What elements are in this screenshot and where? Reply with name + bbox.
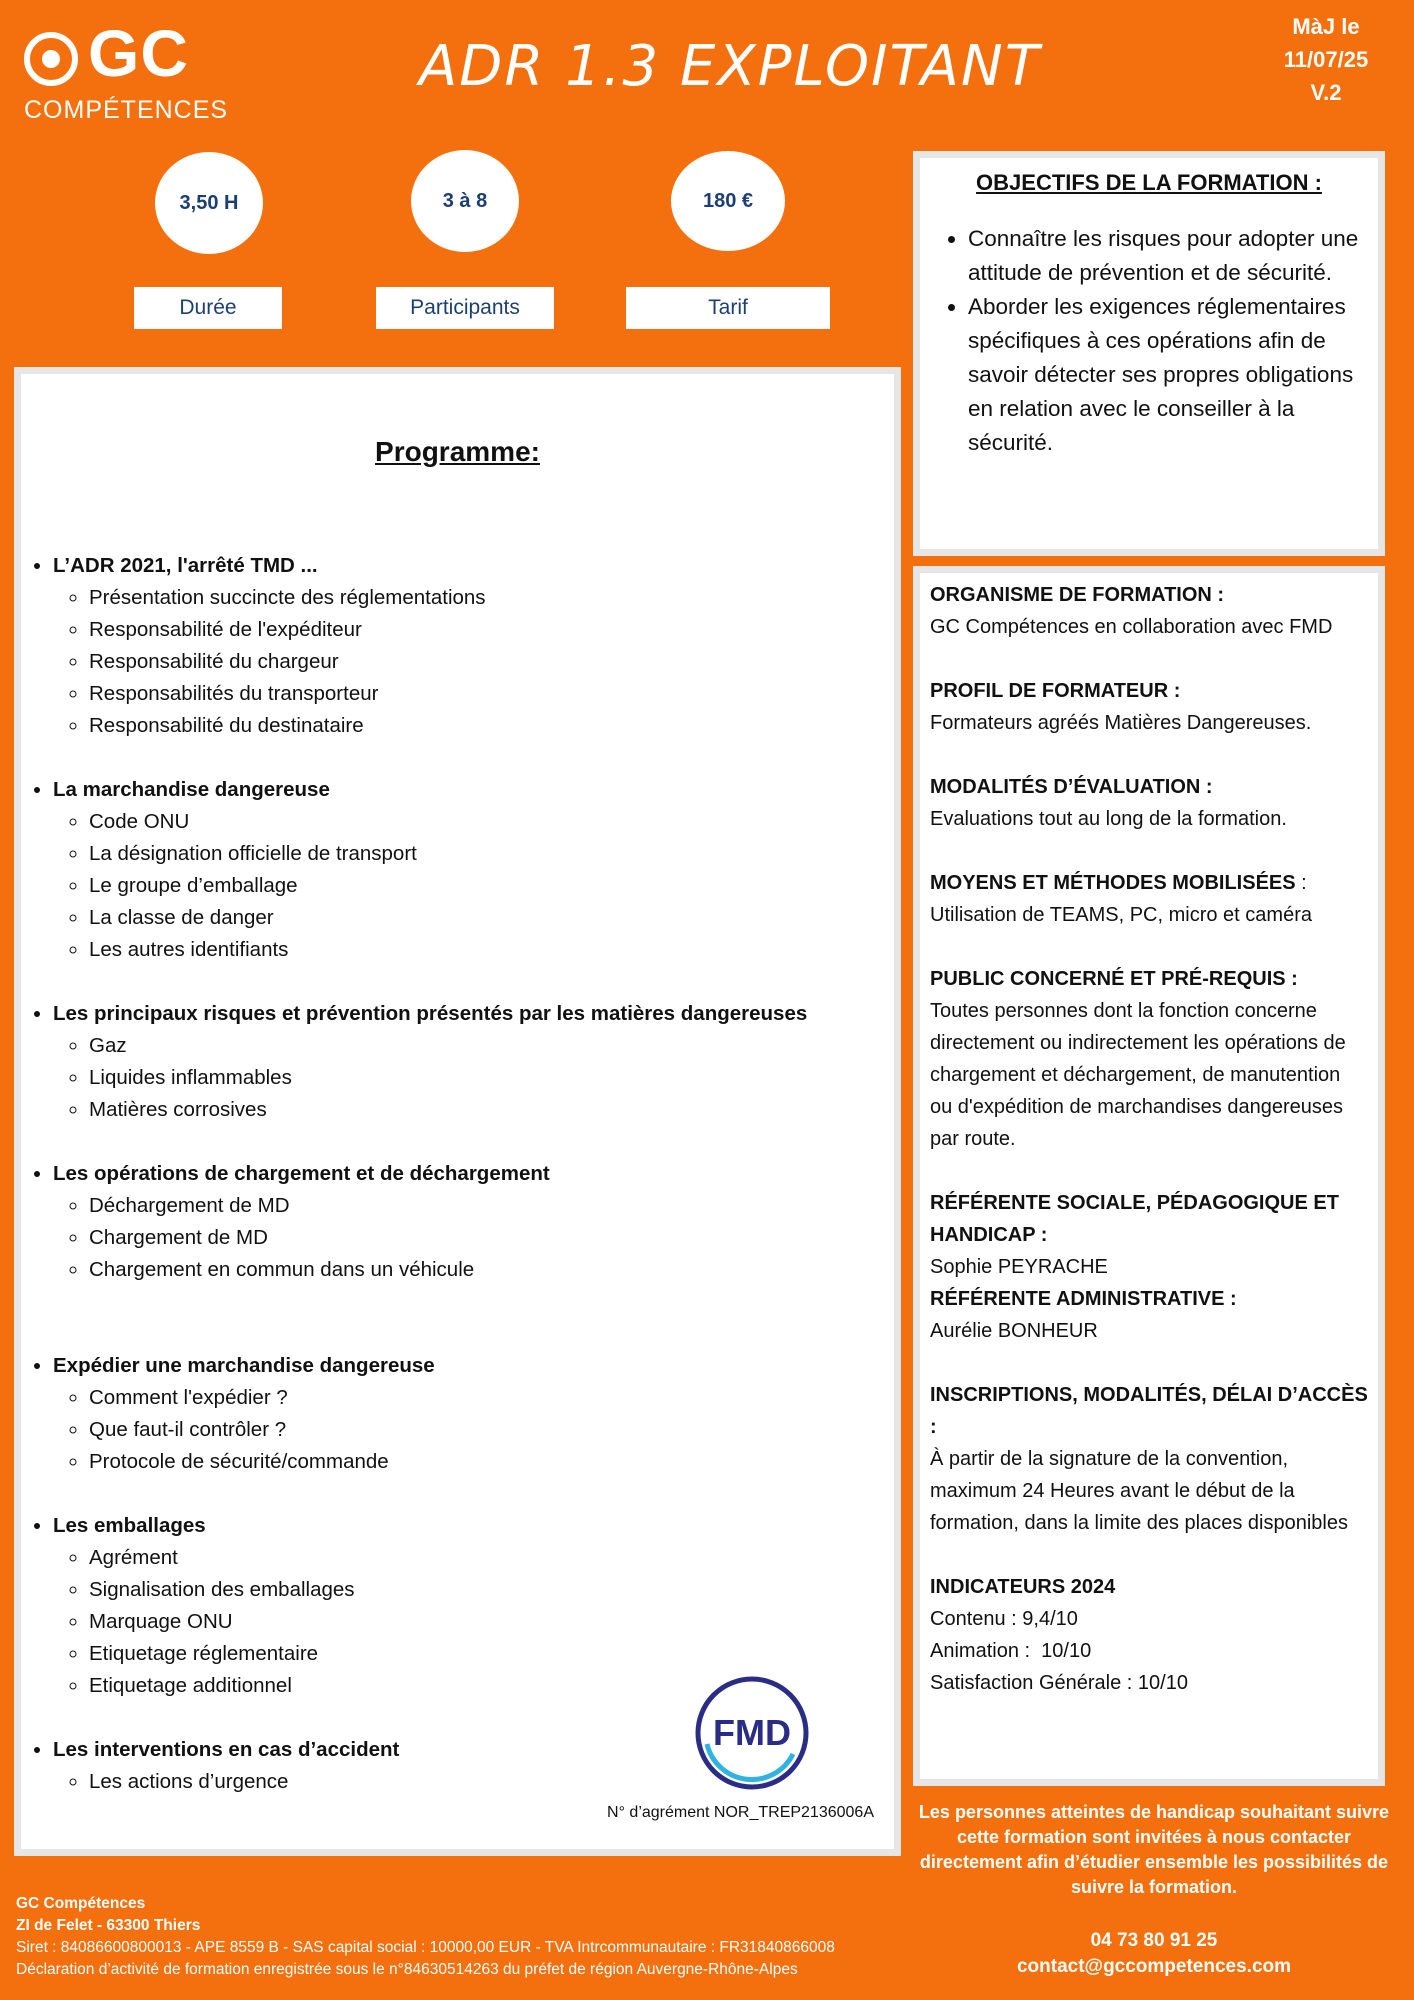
participants-value: 3 à 8 xyxy=(411,150,519,252)
programme-item: ◦ Liquides inflammables xyxy=(89,1062,890,1094)
programme-item: ◦ Déchargement de MD xyxy=(89,1190,890,1222)
objectives-title: OBJECTIFS DE LA FORMATION : xyxy=(976,170,1322,195)
programme-item: ◦ La désignation officielle de transport xyxy=(89,838,890,870)
programme-section-title: Les opérations de chargement et de déchargement xyxy=(53,1162,550,1185)
contact-block xyxy=(912,1928,1396,1980)
programme-item: ◦ Comment l'expédier ? xyxy=(89,1382,890,1414)
organisme-heading: ORGANISME DE FORMATION : xyxy=(930,584,1225,606)
programme-item: ◦ Chargement en commun dans un véhicule xyxy=(89,1254,890,1286)
participants-label: Participants xyxy=(376,287,554,329)
profil-heading: PROFIL DE FORMATEUR : xyxy=(930,680,1181,702)
profil-value: Formateurs agréés Matières Dangereuses. xyxy=(930,712,1312,734)
programme-panel xyxy=(14,367,901,1856)
programme-item: ◦ Gaz xyxy=(89,1030,890,1062)
objectives-panel xyxy=(913,151,1385,556)
programme-item: ◦ Etiquetage réglementaire xyxy=(89,1638,890,1670)
moyens-heading-text: MOYENS ET MÉTHODES MOBILISÉES xyxy=(930,872,1296,894)
indicator-satisfaction: Satisfaction Générale : 10/10 xyxy=(930,1672,1188,1694)
programme-section xyxy=(53,774,890,966)
fmd-logo-text: FMD xyxy=(713,1712,791,1753)
contact-email[interactable]: contact@gccompetences.com xyxy=(1016,1956,1292,1977)
update-date: 11/07/25 xyxy=(1283,47,1369,72)
programme-item: ◦ Présentation succincte des réglementations xyxy=(89,582,890,614)
programme-item: ◦ Responsabilité du chargeur xyxy=(89,646,890,678)
programme-item: ◦ Signalisation des emballages xyxy=(89,1574,890,1606)
footer-siret: Siret : 84086600800013 - APE 8559 B - SAS capital social : 10000,00 EUR - TVA Intrcommunautaire : FR31840866008 xyxy=(16,1939,835,1956)
admin-value: Aurélie BONHEUR xyxy=(930,1320,1098,1342)
programme-section-title: Les principaux risques et prévention présentés par les matières dangereuses xyxy=(53,1002,808,1025)
version: V.2 xyxy=(1310,80,1342,105)
handicap-note: Les personnes atteintes de handicap souhaitant suivre cette formation sont invitées à nous contacter directement afin d’étudier ensemble les possibilités de suivre la formation. xyxy=(918,1802,1390,1897)
info-panel xyxy=(913,566,1385,1786)
moyens-value: Utilisation de TEAMS, PC, micro et caméra xyxy=(930,904,1312,926)
programme-item: ◦ Matières corrosives xyxy=(89,1094,890,1126)
programme-section xyxy=(53,998,890,1126)
agrement-number: N° d’agrément NOR_TREP2136006A xyxy=(607,1804,874,1821)
programme-section xyxy=(53,1158,890,1286)
indicateurs-heading: INDICATEURS 2024 xyxy=(930,1576,1116,1598)
inscriptions-value: À partir de la signature de la convention, maximum 24 Heures avant le début de la formation, dans la limite des places disponibles xyxy=(930,1448,1348,1534)
gc-logo xyxy=(22,16,229,124)
programme-item: ◦ Que faut-il contrôler ? xyxy=(89,1414,890,1446)
programme-section-title: La marchandise dangereuse xyxy=(53,778,330,801)
logo-main-text: GC xyxy=(88,16,189,90)
modalites-value: Evaluations tout au long de la formation. xyxy=(930,808,1287,830)
referente-heading: RÉFÉRENTE SOCIALE, PÉDAGOGIQUE ET HANDICAP : xyxy=(930,1192,1339,1246)
programme-section-title: Les emballages xyxy=(53,1514,206,1537)
objective-item: • Aborder les exigences réglementaires spécifiques à ces opérations afin de savoir détecter ses propres obligations en relation avec le conseiller à la sécurité. xyxy=(968,290,1366,460)
logo-sub-text: COMPÉTENCES xyxy=(24,96,229,124)
organisme-value: GC Compétences en collaboration avec FMD xyxy=(930,616,1333,638)
programme-section-title: Expédier une marchandise dangereuse xyxy=(53,1354,435,1377)
logo-circle-icon xyxy=(22,30,80,88)
programme-item: ◦ Agrément xyxy=(89,1542,890,1574)
programme-item: ◦ Les actions d’urgence xyxy=(89,1766,890,1798)
fmd-logo xyxy=(693,1674,811,1792)
price-value: 180 € xyxy=(671,151,785,251)
duration-label: Durée xyxy=(134,287,282,329)
programme-section xyxy=(53,1350,890,1478)
objective-item: • Connaître les risques pour adopter une attitude de prévention et de sécurité. xyxy=(968,222,1366,290)
programme-item: ◦ Chargement de MD xyxy=(89,1222,890,1254)
programme-section-title: Les interventions en cas d’accident xyxy=(53,1738,400,1761)
programme-list xyxy=(25,550,890,1798)
programme-item: ◦ Responsabilités du transporteur xyxy=(89,678,890,710)
update-info xyxy=(1228,10,1414,109)
programme-section xyxy=(53,550,890,742)
modalites-heading: MODALITÉS D’ÉVALUATION : xyxy=(930,776,1213,798)
programme-item: ◦ Protocole de sécurité/commande xyxy=(89,1446,890,1478)
public-value: Toutes personnes dont la fonction concerne directement ou indirectement les opérations de chargement et déchargement, de manutention ou d'expédition de marchandises dangereuses par route. xyxy=(930,1000,1346,1150)
programme-item: ◦ Responsabilité du destinataire xyxy=(89,710,890,742)
price-label: Tarif xyxy=(626,287,830,329)
contact-phone[interactable]: 04 73 80 91 25 xyxy=(1090,1930,1218,1951)
programme-item: ◦ Le groupe d’emballage xyxy=(89,870,890,902)
public-heading: PUBLIC CONCERNÉ ET PRÉ-REQUIS : xyxy=(930,968,1298,990)
page-title: ADR 1.3 EXPLOITANT xyxy=(418,34,1042,99)
footer-address: ZI de Felet - 63300 Thiers xyxy=(16,1917,201,1934)
programme-item: ◦ La classe de danger xyxy=(89,902,890,934)
referente-value: Sophie PEYRACHE xyxy=(930,1256,1108,1278)
admin-heading: RÉFÉRENTE ADMINISTRATIVE : xyxy=(930,1288,1237,1310)
indicator-contenu: Contenu : 9,4/10 xyxy=(930,1608,1078,1630)
programme-item: ◦ Responsabilité de l'expéditeur xyxy=(89,614,890,646)
duration-value: 3,50 H xyxy=(155,152,263,254)
footer xyxy=(16,1893,835,1981)
programme-section-title: L’ADR 2021, l'arrêté TMD ... xyxy=(53,554,318,577)
footer-company: GC Compétences xyxy=(16,1895,146,1912)
programme-item: ◦ Les autres identifiants xyxy=(89,934,890,966)
programme-item: ◦ Marquage ONU xyxy=(89,1606,890,1638)
inscriptions-heading: INSCRIPTIONS, MODALITÉS, DÉLAI D’ACCÈS : xyxy=(930,1384,1368,1438)
moyens-heading xyxy=(930,867,1368,899)
update-label: MàJ le xyxy=(1292,14,1360,39)
indicator-animation: Animation : 10/10 xyxy=(930,1640,1092,1662)
programme-item: ◦ Etiquetage additionnel xyxy=(89,1670,890,1702)
footer-declaration: Déclaration d’activité de formation enregistrée sous le n°84630514263 du préfet de région Auvergne-Rhône-Alpes xyxy=(16,1961,798,1978)
moyens-colon: : xyxy=(1295,872,1307,894)
programme-title: Programme: xyxy=(375,436,540,467)
programme-item: ◦ Code ONU xyxy=(89,806,890,838)
